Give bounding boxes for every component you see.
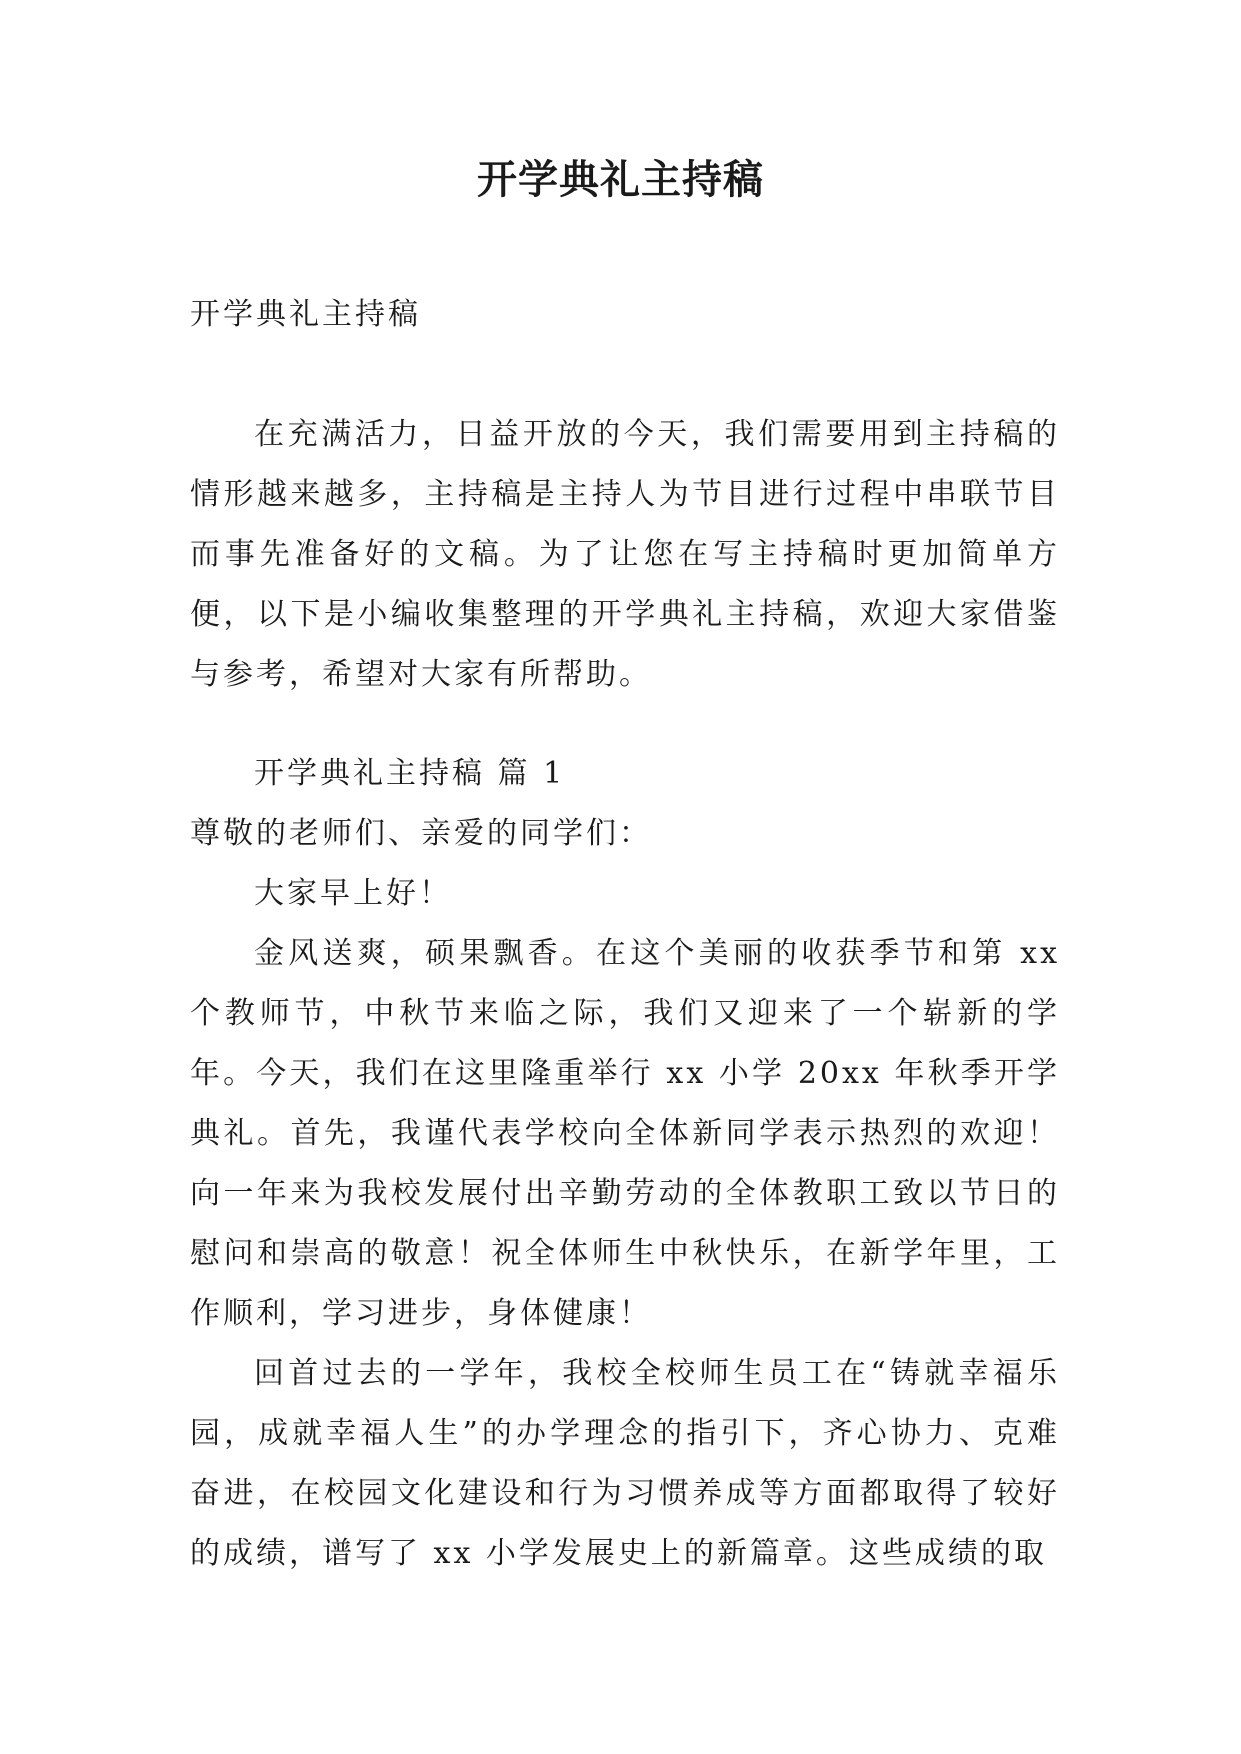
document-subtitle: 开学典礼主持稿 bbox=[190, 297, 421, 332]
document-title: 开学典礼主持稿 bbox=[477, 156, 764, 203]
intro-paragraph: 在充满活力，日益开放的今天，我们需要用到主持稿的情形越来越多，主持稿是主持人为节目进行过程中串联节目而事先准备好的文稿。为了让您在写主持稿时更加简单方便，以下是小编收集整理的开学典礼主持稿，欢迎大家借鉴与参考，希望对大家有所帮助。 bbox=[190, 417, 1060, 692]
paragraph-2: 金风送爽，硕果飘香。在这个美丽的收获季节和第 xx 个教师节，中秋节来临之际，我们又迎来了一个崭新的学年。今天，我们在这里隆重举行 xx 小学 20xx 年秋季开学典礼。首先，我谨代表学校向全体新同学表示热烈的欢迎！向一年来为我校发展付出辛勤劳动的全体教职工致以节日的慰问和崇高的敬意！祝全体师生中秋快乐，在新学年里，工作顺利，学习进步，身体健康！ bbox=[190, 936, 1060, 1331]
salutation: 尊敬的老师们、亲爱的同学们： bbox=[190, 816, 652, 851]
section-heading: 开学典礼主持稿 篇 1 bbox=[254, 756, 566, 791]
paragraph-3: 回首过去的一学年，我校全校师生员工在“铸就幸福乐园，成就幸福人生”的办学理念的指引下，齐心协力、克难奋进，在校园文化建设和行为习惯养成等方面都取得了较好的成绩，谱写了 xx 小学发展史上的新篇章。这些成绩的取 bbox=[190, 1356, 1060, 1571]
greeting: 大家早上好！ bbox=[254, 876, 452, 911]
